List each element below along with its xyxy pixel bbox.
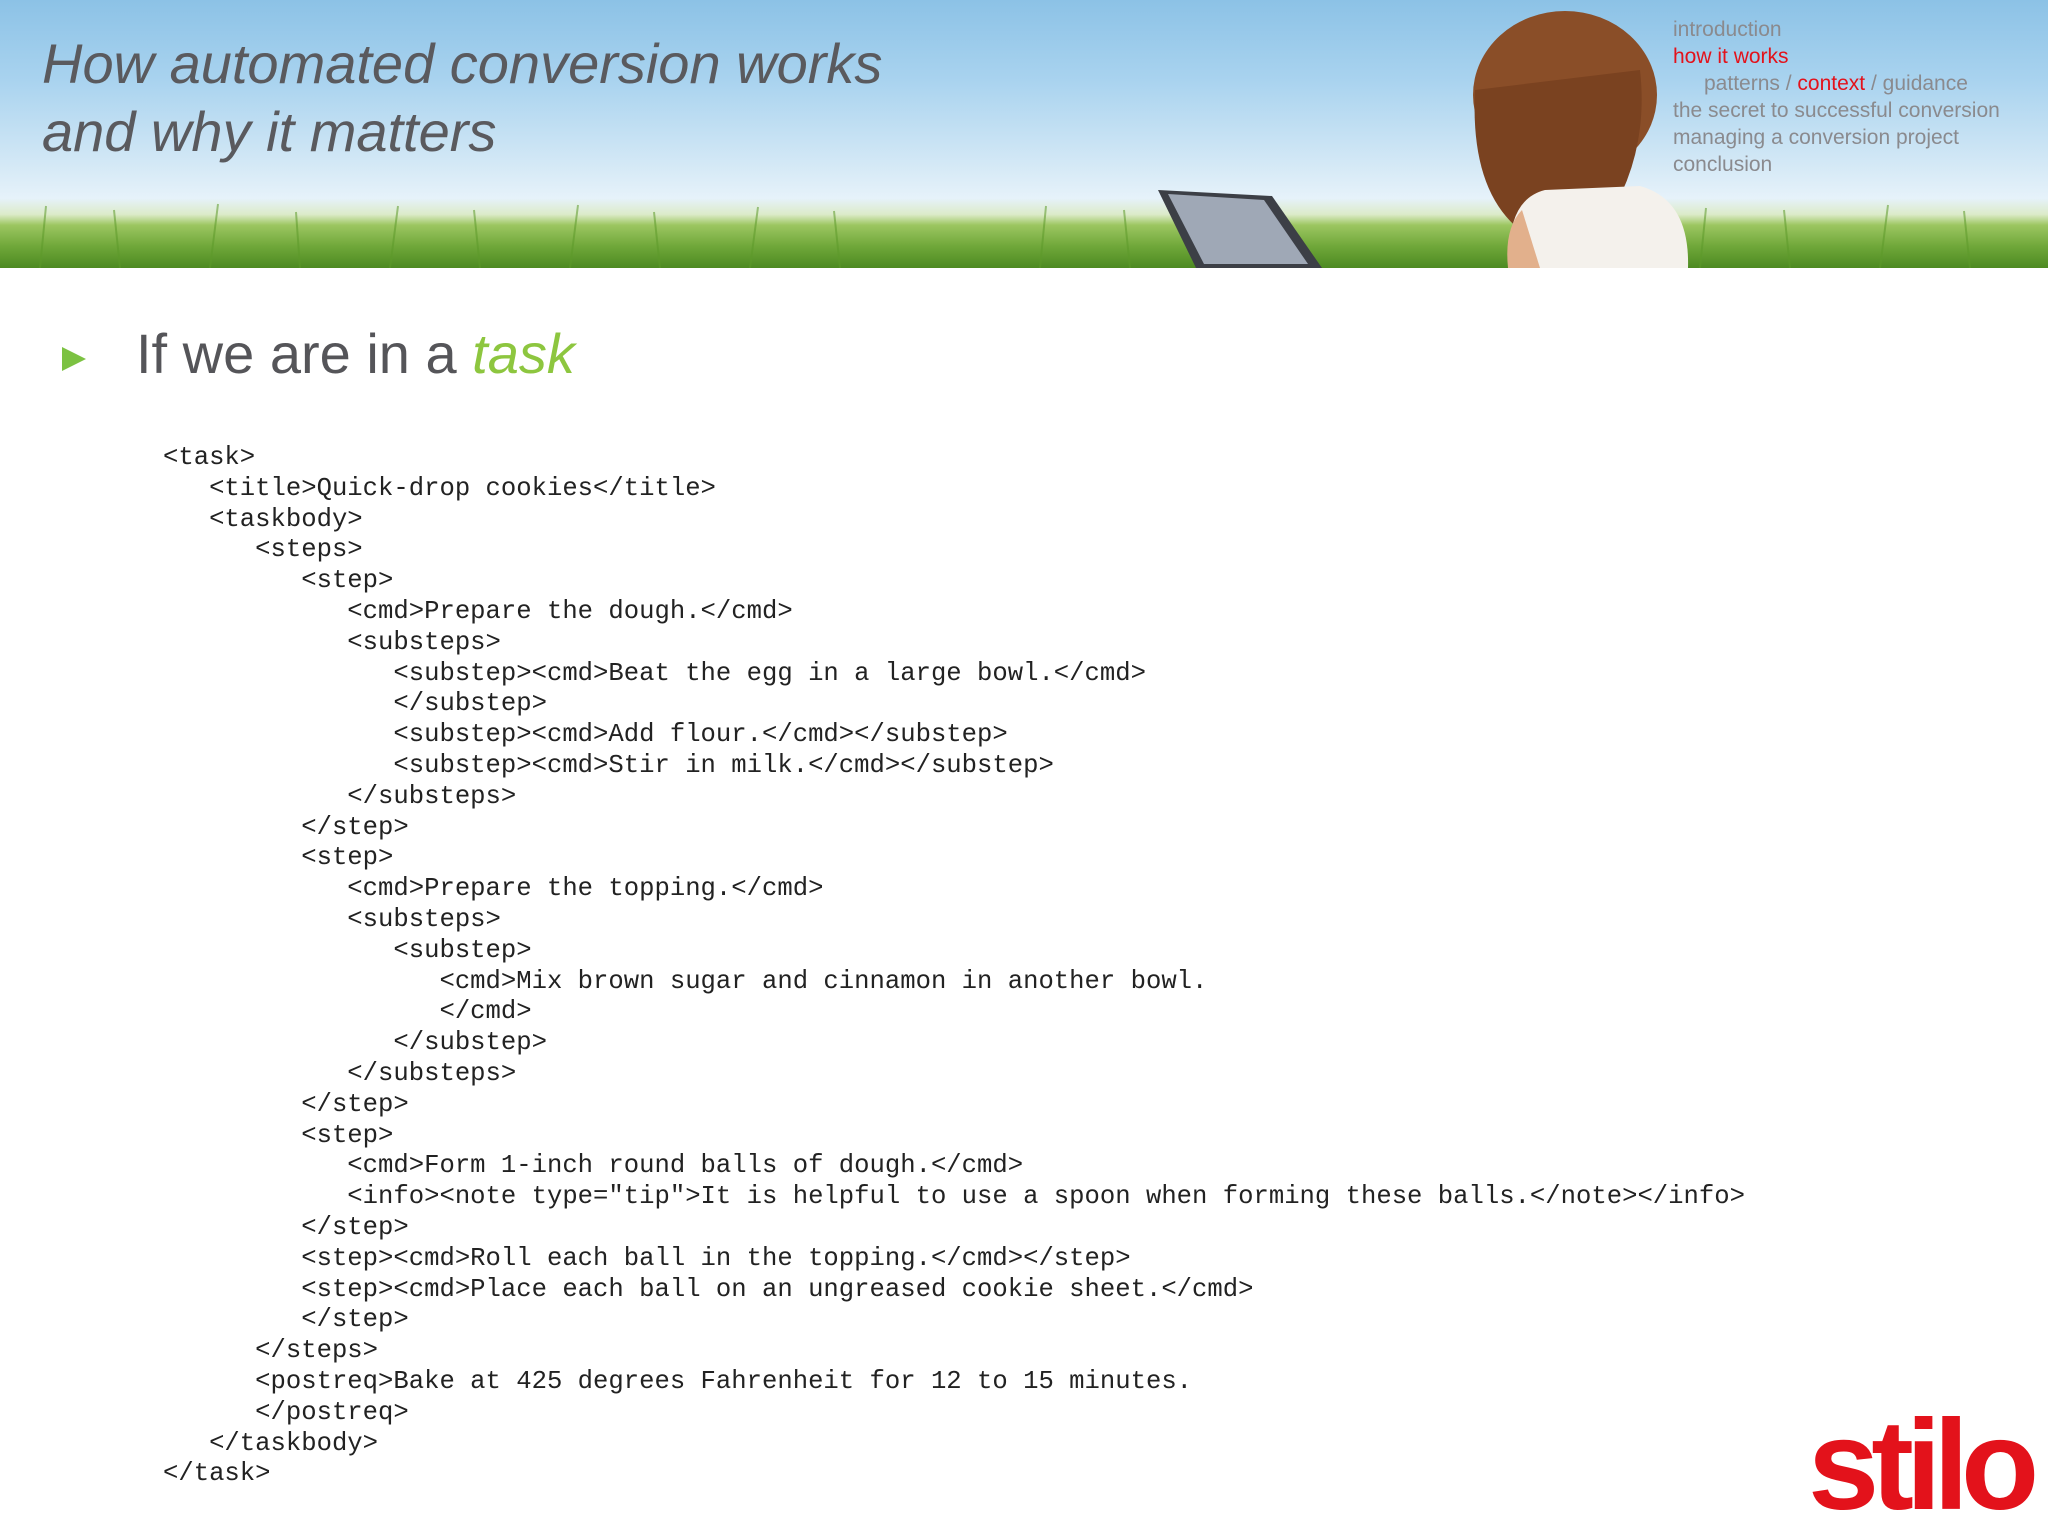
bullet-heading [62,318,575,390]
code-line: </taskbody> [163,1428,379,1458]
nav-item-conclusion[interactable]: conclusion [1673,153,1773,176]
code-line: <substep> [163,935,532,965]
nav-item-how-it-works[interactable]: how it works [1673,45,1789,68]
code-line: </postreq> [163,1397,409,1427]
nav-separator [1871,72,1883,95]
code-line: </substeps> [163,781,517,811]
nav-separator [1786,72,1798,95]
code-line: <info><note type="tip">It is helpful to use a spoon when forming these balls.</note></info> [163,1182,1745,1212]
code-line: </substep> [163,1028,547,1058]
code-line: <task> [163,443,256,472]
code-line: <cmd>Mix brown sugar and cinnamon in another bowl. [163,966,1208,996]
code-line: </steps> [163,1336,379,1366]
section-heading [136,318,575,390]
code-line: </step> [163,1089,409,1119]
nav-separator-text: / [1785,72,1792,95]
triangle-bullet-icon [62,347,86,371]
code-line: <postreq>Bake at 425 degrees Fahrenheit for 12 to 15 minutes. [163,1366,1193,1396]
code-line: <step> [163,843,394,873]
code-line: <steps> [163,535,363,565]
slide-title [42,30,882,166]
code-line: <substeps> [163,627,501,657]
code-line: </substeps> [163,1058,517,1088]
section-nav [1673,16,2000,178]
slide-title-line-2: and why it matters [42,100,497,163]
code-line: </step> [163,812,409,842]
code-line: <substep><cmd>Add flour.</cmd></substep> [163,720,1008,750]
code-line: <step> [163,566,394,596]
code-line: <step><cmd>Roll each ball in the topping.</cmd></step> [163,1243,1131,1273]
code-line: <cmd>Prepare the dough.</cmd> [163,596,793,626]
nav-subitem-patterns[interactable]: patterns [1704,72,1780,95]
nav-subitem-guidance[interactable]: guidance [1882,72,1968,95]
code-line: </task> [163,1459,271,1489]
slide-title-line-1: How automated conversion works [42,32,883,95]
code-line: <step> [163,1120,394,1150]
code-line: </cmd> [163,997,532,1027]
code-listing [163,443,1745,1490]
nav-subitem-context[interactable]: context [1797,72,1866,95]
nav-item-introduction[interactable]: introduction [1673,18,1782,41]
nav-item-secret-to-successful-conversion[interactable]: the secret to successful conversion [1673,99,2000,122]
header-banner [0,0,2048,268]
heading-emphasis: task [472,322,575,385]
nav-item-managing-conversion-project[interactable]: managing a conversion project [1673,126,1960,149]
code-line: <cmd>Prepare the topping.</cmd> [163,874,824,904]
code-line: <substeps> [163,904,501,934]
stilo-logo: stilo [1808,1394,2032,1536]
nav-separator-text: / [1870,72,1877,95]
code-line: <substep><cmd>Beat the egg in a large bowl.</cmd> [163,658,1146,688]
code-line: <title>Quick-drop cookies</title> [163,473,716,503]
code-line: <step><cmd>Place each ball on an ungreased cookie sheet.</cmd> [163,1274,1254,1304]
heading-prefix: If we are in a [136,322,473,385]
code-line: </step> [163,1212,409,1242]
code-line: <taskbody> [163,504,363,534]
code-line: <cmd>Form 1-inch round balls of dough.</cmd> [163,1151,1024,1181]
code-line: </substep> [163,689,547,719]
code-line: </step> [163,1305,409,1335]
nav-subitems [1673,70,2000,97]
code-line: <substep><cmd>Stir in milk.</cmd></substep> [163,750,1054,780]
